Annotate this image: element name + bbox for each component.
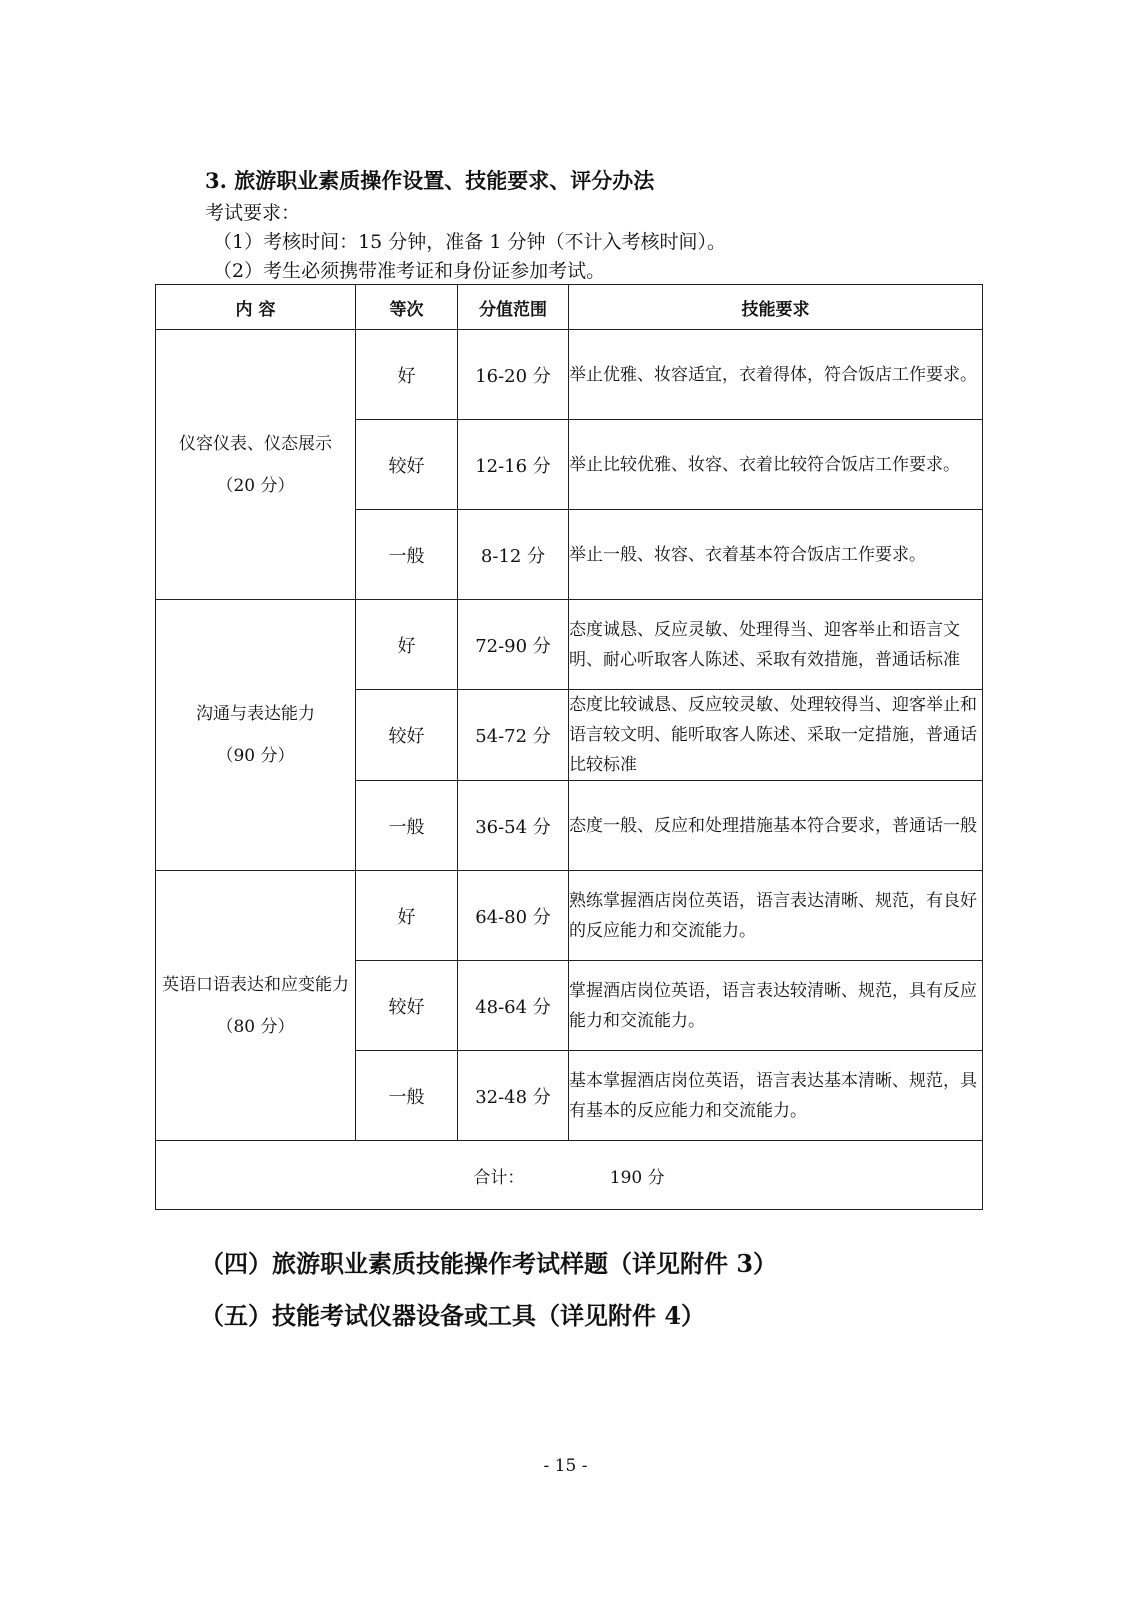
section-four-title: （四）旅游职业素质技能操作考试样题（详见附件 3） (200, 1249, 778, 1278)
total-row (156, 1141, 983, 1210)
requirement-cell: 举止比较优雅、妆容、衣着比较符合饭店工作要求。 (569, 420, 983, 510)
range-cell: 8-12 分 (458, 510, 569, 600)
table-header-row (156, 285, 983, 330)
section-five-title: （五）技能考试仪器设备或工具（详见附件 4） (200, 1301, 706, 1330)
level-cell: 好 (356, 871, 458, 961)
level-cell: 较好 (356, 420, 458, 510)
category-points: （20 分） (216, 475, 295, 496)
total-label: 合计： (473, 1167, 525, 1188)
exam-requirement-item: （1）考核时间：15 分钟，准备 1 分钟（不计入考核时间）。 (213, 231, 726, 253)
table-row (156, 330, 983, 420)
range-cell: 16-20 分 (458, 330, 569, 420)
requirement-cell: 掌握酒店岗位英语，语言表达较清晰、规范，具有反应能力和交流能力。 (569, 961, 983, 1051)
category-cell (156, 330, 356, 600)
header-content: 内 容 (156, 285, 356, 330)
level-cell: 较好 (356, 961, 458, 1051)
level-cell: 较好 (356, 690, 458, 781)
header-level: 等次 (356, 285, 458, 330)
total-cell (156, 1141, 983, 1210)
range-cell: 32-48 分 (458, 1051, 569, 1141)
range-cell: 72-90 分 (458, 600, 569, 690)
range-cell: 36-54 分 (458, 781, 569, 871)
requirement-cell: 态度一般、反应和处理措施基本符合要求，普通话一般 (569, 781, 983, 871)
range-cell: 12-16 分 (458, 420, 569, 510)
requirement-cell: 态度诚恳、反应灵敏、处理得当、迎客举止和语言文明、耐心听取客人陈述、采取有效措施，普通话标准 (569, 600, 983, 690)
header-requirement: 技能要求 (569, 285, 983, 330)
range-cell: 48-64 分 (458, 961, 569, 1051)
requirement-cell: 举止优雅、妆容适宜，衣着得体，符合饭店工作要求。 (569, 330, 983, 420)
level-cell: 好 (356, 600, 458, 690)
requirement-cell: 基本掌握酒店岗位英语，语言表达基本清晰、规范，具有基本的反应能力和交流能力。 (569, 1051, 983, 1141)
table-row (156, 600, 983, 690)
requirement-cell: 熟练掌握酒店岗位英语，语言表达清晰、规范，有良好的反应能力和交流能力。 (569, 871, 983, 961)
category-name: 沟通与表达能力 (196, 704, 315, 724)
level-cell: 一般 (356, 1051, 458, 1141)
header-range: 分值范围 (458, 285, 569, 330)
category-cell (156, 871, 356, 1141)
category-name: 仪容仪表、仪态展示 (179, 433, 332, 454)
category-name: 英语口语表达和应变能力 (162, 974, 349, 995)
page-number: - 15 - (543, 1456, 588, 1476)
scoring-table (155, 284, 983, 1210)
level-cell: 好 (356, 330, 458, 420)
category-points: （80 分） (216, 1016, 295, 1037)
table-row (156, 871, 983, 961)
range-cell: 64-80 分 (458, 871, 569, 961)
level-cell: 一般 (356, 781, 458, 871)
category-cell (156, 600, 356, 871)
range-cell: 54-72 分 (458, 690, 569, 781)
exam-requirements-title: 考试要求： (205, 202, 301, 224)
level-cell: 一般 (356, 510, 458, 600)
category-points: （90 分） (216, 746, 295, 766)
section-heading: 3. 旅游职业素质操作设置、技能要求、评分办法 (205, 168, 655, 193)
total-value: 190 分 (609, 1167, 665, 1188)
requirement-cell: 态度比较诚恳、反应较灵敏、处理较得当、迎客举止和语言较文明、能听取客人陈述、采取一定措施，普通话比较标准 (569, 690, 983, 781)
requirement-cell: 举止一般、妆容、衣着基本符合饭店工作要求。 (569, 510, 983, 600)
exam-requirement-item: （2）考生必须携带准考证和身份证参加考试。 (213, 260, 606, 282)
